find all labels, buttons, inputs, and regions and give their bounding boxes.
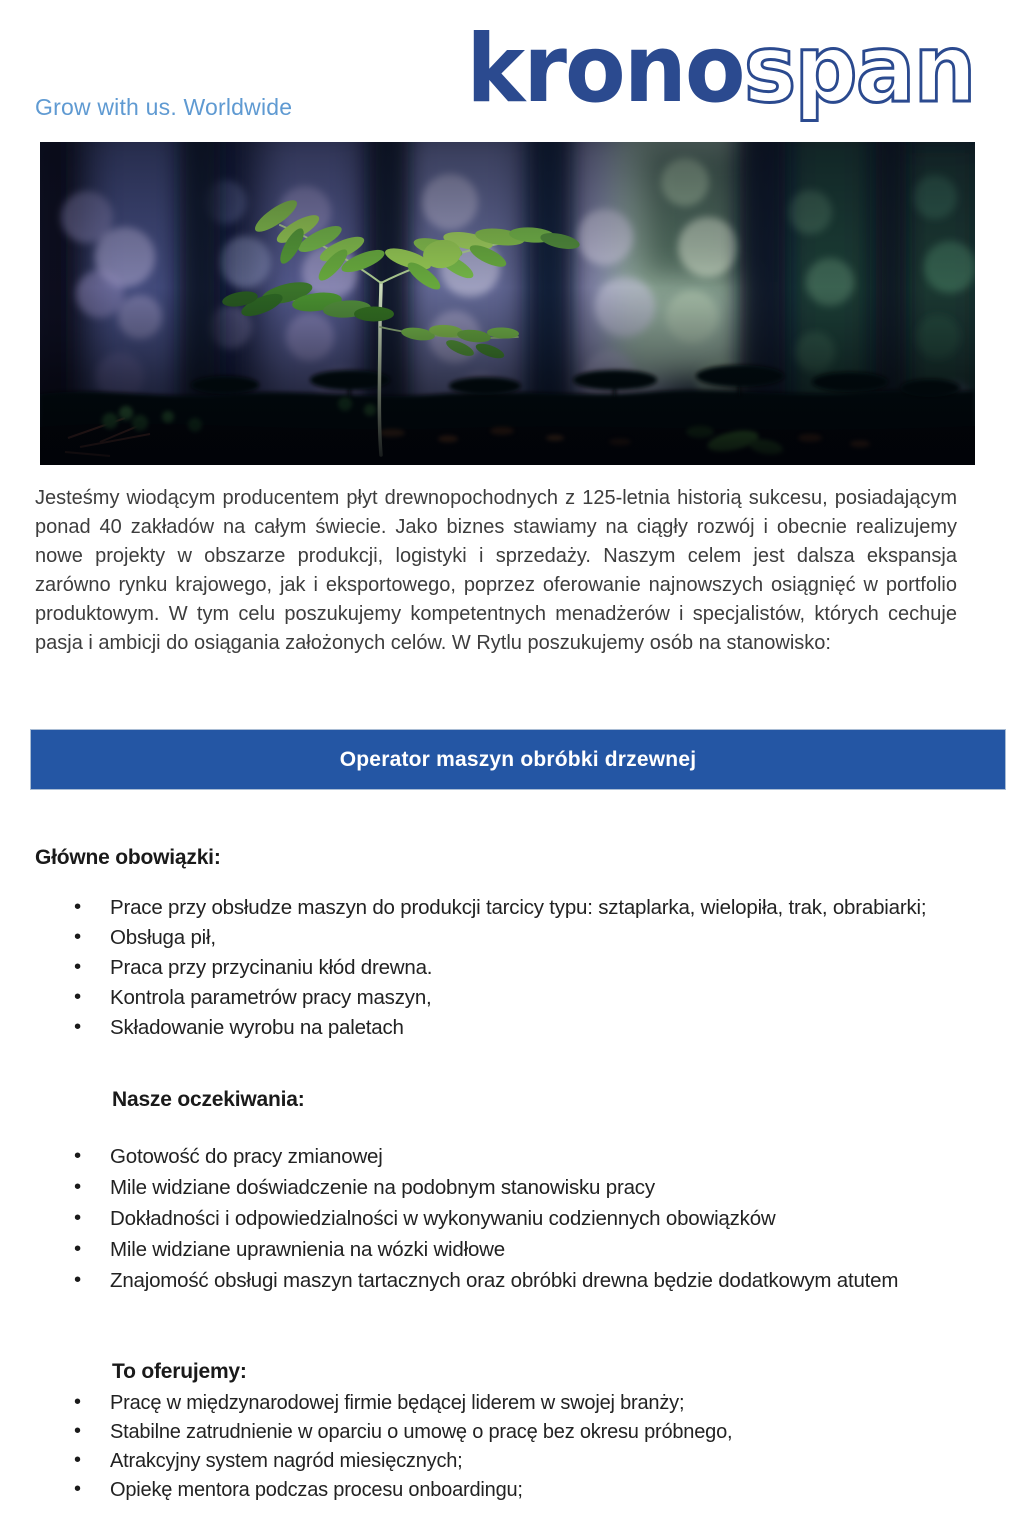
list-item: • Znajomość obsługi maszyn tartacznych oraz obróbki drewna będzie dodatkowym atutem: [110, 1265, 942, 1296]
offer-heading: To oferujemy:: [112, 1360, 247, 1383]
list-item: • Mile widziane uprawnienia na wózki widłowe: [110, 1234, 942, 1265]
company-tagline: Grow with us. Worldwide: [35, 94, 293, 120]
kronospan-logo: [466, 15, 975, 124]
duties-heading: Główne obowiązki:: [35, 846, 221, 869]
list-item: • Obsługa pił,: [110, 925, 942, 951]
list-item: • Dokładności i odpowiedzialności w wykonywaniu codziennych obowiązków: [110, 1203, 942, 1234]
intro-paragraph: Jesteśmy wiodącym producentem płyt drewnopochodnych z 125-letnia historią sukcesu, posiadającym ponad 40 zakładów na całym świecie. Jako biznes stawiamy na ciągły rozwój i obecnie realizujemy nowe projekty w obszarze produkcji, logistyki i sprzedaży. Naszym celem jest dalsza ekspansja zarówno rynku krajowego, jak i eksportowego, poprzez oferowanie najnowszych osiągnięć w portfolio produktowym. W tym celu poszukujemy kompetentnych menadżerów i specjalistów, których cechuje pasja i ambicji do osiągania założonych celów. W Rytlu poszukujemy osób na stanowisko:: [35, 487, 957, 654]
expectations-list: [110, 1141, 942, 1296]
logo-text-outline: span: [744, 15, 975, 124]
list-item: • Praca przy przycinaniu kłód drewna.: [110, 955, 942, 981]
offer-list: [110, 1389, 942, 1505]
list-item: • Prace przy obsłudze maszyn do produkcji tarcicy typu: sztaplarka, wielopiła, trak, obrabiarki;: [110, 895, 942, 921]
expectations-heading: Nasze oczekiwania:: [112, 1088, 305, 1111]
hero-forest-image: [40, 142, 975, 465]
list-item: • Pracę w międzynarodowej firmie będącej liderem w swojej branży;: [110, 1389, 942, 1418]
position-title: Operator maszyn obróbki drzewnej: [339, 747, 697, 771]
list-item: • Atrakcyjny system nagród miesięcznych;: [110, 1447, 942, 1476]
list-item: • Stabilne zatrudnienie w oparciu o umowę o pracę bez okresu próbnego,: [110, 1418, 942, 1447]
list-item: • Opiekę mentora podczas procesu onboardingu;: [110, 1476, 942, 1505]
list-item: • Mile widziane doświadczenie na podobnym stanowisku pracy: [110, 1172, 942, 1203]
forest-sapling-illustration: [40, 142, 975, 465]
list-item: • Gotowość do pracy zmianowej: [110, 1141, 942, 1172]
duties-list: [110, 895, 942, 1041]
position-title-banner: [30, 729, 1006, 790]
list-item: • Składowanie wyrobu na paletach: [110, 1015, 942, 1041]
list-item: • Kontrola parametrów pracy maszyn,: [110, 985, 942, 1011]
logo-text-solid: krono: [466, 15, 745, 124]
